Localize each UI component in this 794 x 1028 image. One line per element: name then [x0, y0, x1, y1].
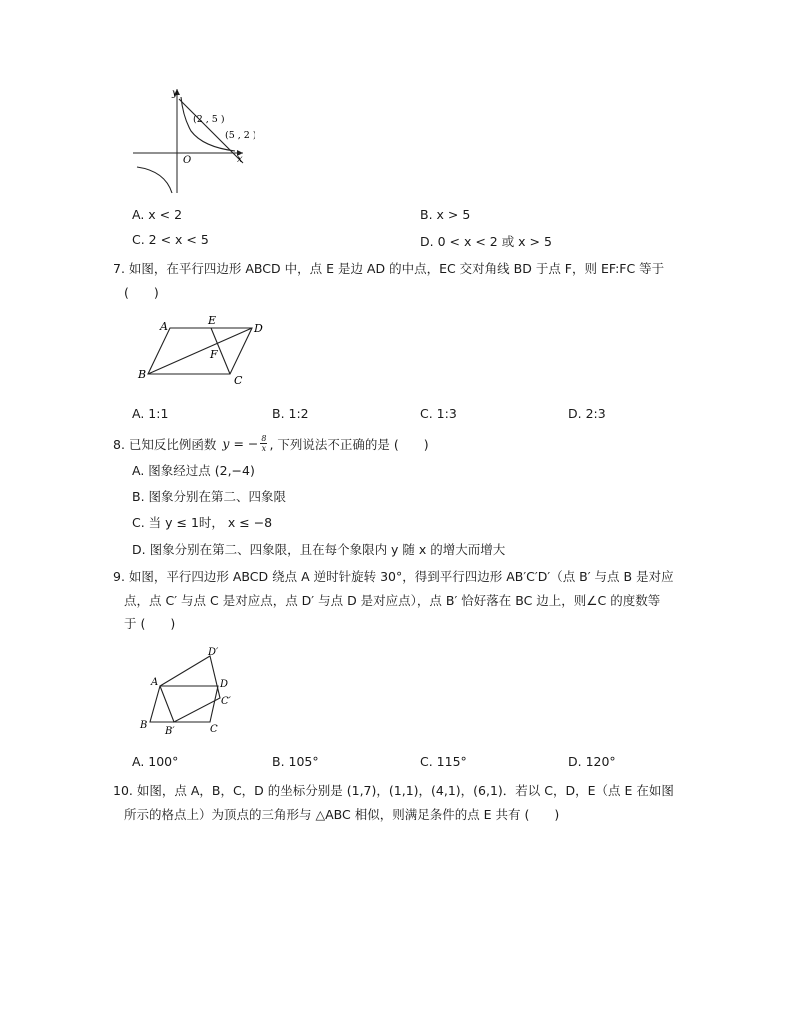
- q9-option-d: D. 120°: [568, 754, 616, 769]
- q9-figure-svg: [130, 644, 250, 740]
- q9-option-c: C. 115°: [420, 754, 467, 769]
- label-d-prime: D′: [208, 647, 219, 658]
- diagonal-bd: [148, 328, 252, 374]
- label-c: C: [234, 374, 243, 387]
- q7-stem-line-2: ( ): [124, 285, 159, 300]
- q7-option-d: D. 2:3: [568, 406, 606, 421]
- label-a: A: [160, 320, 168, 333]
- q7-figure-svg: [130, 312, 270, 392]
- q9-option-b: B. 105°: [272, 754, 319, 769]
- q8-option-b: B. 图象分别在第二、四象限: [132, 489, 287, 504]
- q8-fraction-denominator: x: [261, 444, 267, 453]
- q9-rotation-figure: [130, 644, 250, 740]
- label-c: C: [210, 724, 218, 735]
- q9-stem-line-2: 点，点 C′ 与点 C 是对应点，点 D′ 与点 D 是对应点），点 B′ 恰好落在 BC 边上，则∠C 的度数等: [124, 593, 661, 608]
- label-b: B: [138, 368, 147, 381]
- x-axis-label: x: [237, 154, 243, 165]
- q7-stem-line-1: 7. 如图，在平行四边形 ABCD 中，点 E 是边 AD 的中点，EC 交对角线 BD 于点 F，则 EF:FC 等于: [113, 261, 665, 276]
- label-f: F: [210, 348, 218, 361]
- q6-option-b: B. x > 5: [420, 207, 471, 222]
- q6-option-d: D. 0 < x < 2 或 x > 5: [420, 234, 552, 249]
- y-axis-label: y: [172, 88, 178, 99]
- label-d: D: [220, 679, 229, 690]
- q10-stem-line-2: 所示的格点上）为顶点的三角形与 △ABC 相似，则满足条件的点 E 共有 ( ): [124, 807, 560, 822]
- q7-option-a: A. 1:1: [132, 406, 169, 421]
- q6-graph-svg: [125, 85, 255, 195]
- q7-option-c: C. 1:3: [420, 406, 457, 421]
- q8-option-d: D. 图象分别在第二、四象限，且在每个象限内 y 随 x 的增大而增大: [132, 542, 506, 557]
- q8-fraction: [260, 434, 267, 453]
- q8-fraction-numerator: 8: [261, 434, 267, 443]
- label-c-prime: C′: [221, 696, 231, 707]
- point-label-2-5: (2 , 5 ): [193, 114, 225, 125]
- hyperbola-branch-2: [137, 167, 172, 193]
- label-a: A: [151, 677, 159, 688]
- q9-stem-line-3: 于 ( ): [124, 616, 176, 631]
- q8-stem-prefix: 8. 已知反比例函数: [113, 436, 217, 452]
- label-e: E: [208, 314, 217, 327]
- label-b: B: [140, 720, 148, 731]
- q7-parallelogram-figure: [130, 312, 270, 392]
- origin-label: O: [183, 155, 192, 166]
- q7-option-b: B. 1:2: [272, 406, 309, 421]
- q8-stem-suffix: , 下列说法不正确的是 ( ): [269, 436, 429, 452]
- q9-option-a: A. 100°: [132, 754, 179, 769]
- label-d: D: [254, 322, 263, 335]
- q6-option-a: A. x < 2: [132, 207, 183, 222]
- label-b-prime: B′: [165, 726, 175, 737]
- q8-stem: [113, 434, 429, 453]
- q9-stem-line-1: 9. 如图，平行四边形 ABCD 绕点 A 逆时针旋转 30°，得到平行四边形 AB′C′D′（点 B′ 与点 B 是对应: [113, 569, 674, 584]
- q10-stem-line-1: 10. 如图，点 A，B，C，D 的坐标分别是 (1,7)，(1,1)，(4,1)，(6,1)．若以 C，D，E（点 E 在如图: [113, 783, 674, 798]
- q8-option-a: A. 图象经过点 (2,−4): [132, 463, 255, 478]
- q6-graph: [125, 85, 255, 195]
- point-label-5-2: (5 , 2 ): [225, 130, 255, 141]
- q8-option-c: C. 当 y ≤ 1时， x ≤ −8: [132, 515, 273, 530]
- q6-option-c: C. 2 < x < 5: [132, 232, 209, 247]
- parallelogram-ab-c-d-prime: [160, 656, 220, 722]
- q8-formula-lhs: y = −: [222, 436, 259, 451]
